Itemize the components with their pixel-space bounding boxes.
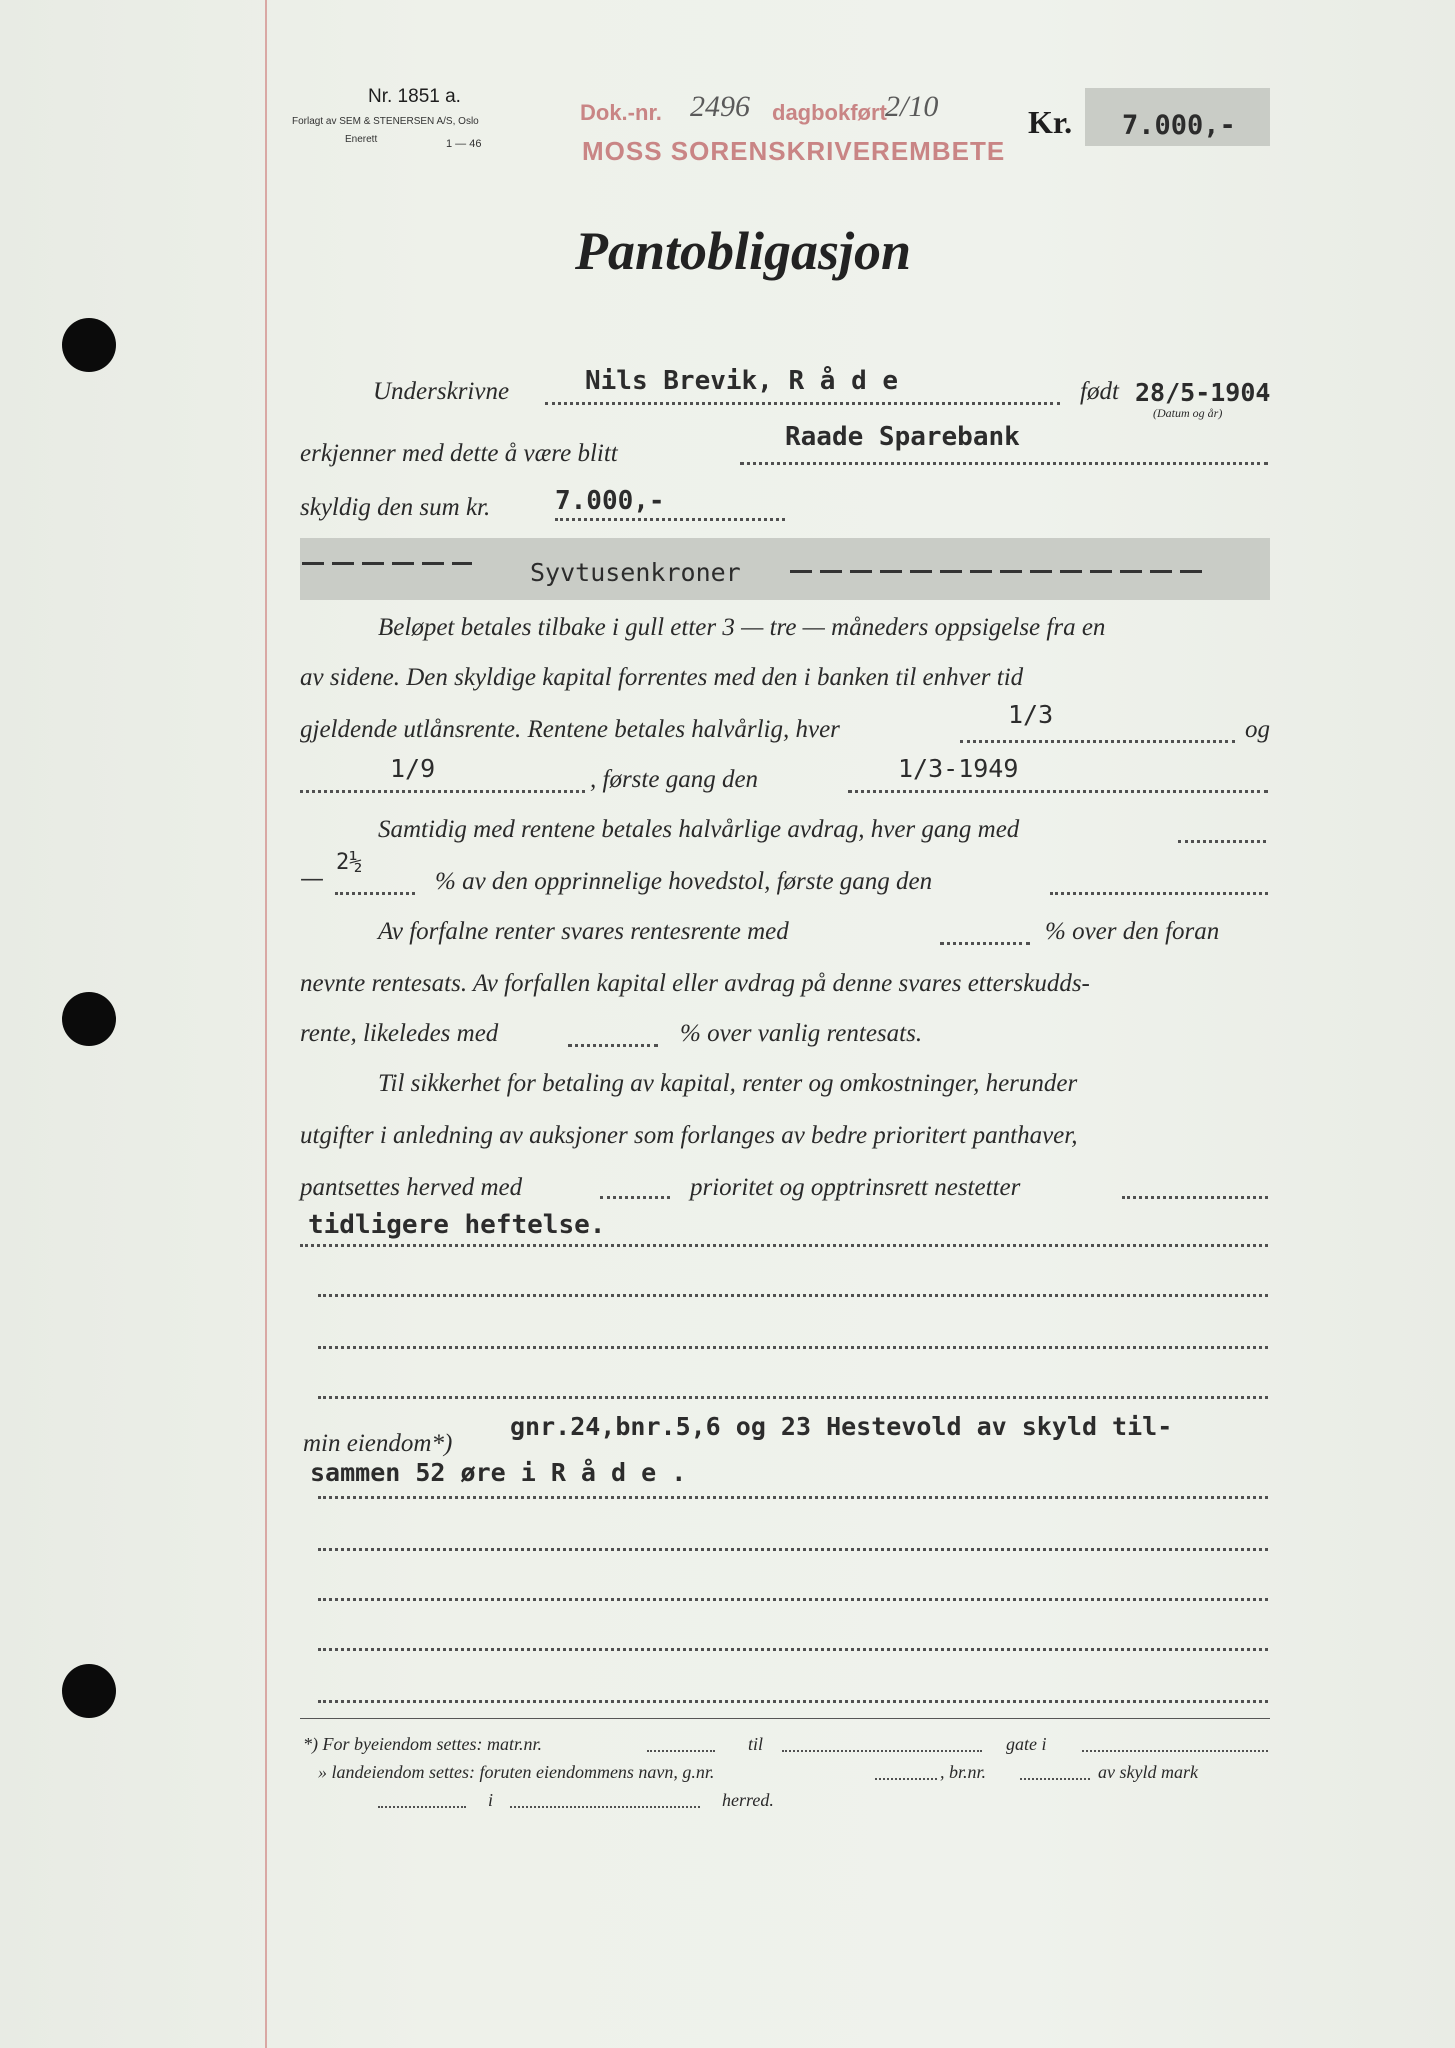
fill-dots: [545, 402, 1060, 405]
fill-dots: [335, 892, 415, 895]
punch-hole-middle: [62, 992, 116, 1046]
p3-line3b: % over vanlig rentesats.: [680, 1020, 923, 1047]
kr-amount: 7.000,-: [1122, 110, 1236, 141]
footnote-line1b: til: [748, 1734, 764, 1754]
fill-dots: [318, 1496, 1268, 1499]
p3-line1b: % over den foran: [1045, 918, 1220, 945]
eiendom-label: min eiendom*): [303, 1430, 453, 1457]
margin-line: [265, 0, 267, 2048]
publisher-line: Forlagt av SEM & STENERSEN A/S, Oslo: [292, 116, 479, 127]
p3-line3a: rente, likeledes med: [300, 1020, 499, 1047]
form-number: Nr. 1851 a.: [368, 86, 461, 107]
first-interest-date: 1/3-1949: [898, 754, 1019, 783]
fill-dots: [318, 1700, 1268, 1703]
footnote-line2c: av skyld mark: [1098, 1762, 1198, 1782]
fill-dots: [647, 1750, 715, 1752]
footnote-line3b: herred.: [722, 1790, 774, 1810]
interest-date-2: 1/9: [390, 754, 436, 783]
fill-dots: [1050, 892, 1268, 895]
punch-hole-bottom: [62, 1664, 116, 1718]
erkjenner-value: Raade Sparebank: [785, 422, 1020, 452]
publisher-date: 1 — 46: [446, 138, 482, 150]
punch-hole-top: [62, 318, 116, 372]
p3-line2: nevnte rentesats. Av forfallen kapital eller avdrag på denne svares etterskudds-: [300, 970, 1090, 997]
office-stamp: MOSS SORENSKRIVEREMBETE: [582, 136, 1006, 166]
fill-dots: [568, 1044, 658, 1047]
document-title: Pantobligasjon: [575, 221, 912, 281]
amount-words: Syvtusenkroner: [530, 558, 741, 587]
fill-dots: [1020, 1778, 1090, 1780]
fill-dots: [378, 1806, 466, 1808]
footnote-line2b: , br.nr.: [940, 1762, 987, 1782]
interest-date-1: 1/3: [1008, 700, 1054, 729]
p1-og: og: [1245, 716, 1270, 743]
fill-dots: [318, 1548, 1268, 1551]
dagbokfort-date: 2/10: [885, 90, 939, 123]
p1-line1: Beløpet betales tilbake i gull etter 3 — tre — måneders oppsigelse fra en: [378, 614, 1106, 641]
p1-line3: gjeldende utlånsrente. Rentene betales halvårlig, hver: [300, 716, 840, 743]
fill-dots: [318, 1598, 1268, 1601]
fill-dots: [1178, 840, 1266, 843]
priority-value: tidligere heftelse.: [308, 1210, 606, 1240]
p2-line2: % av den opprinnelige hovedstol, første gang den: [435, 868, 933, 895]
amount-dash-left: [302, 562, 472, 565]
p2-line1: Samtidig med rentene betales halvårlige avdrag, hver gang med: [378, 816, 1020, 843]
p4-line1: Til sikkerhet for betaling av kapital, renter og omkostninger, herunder: [378, 1070, 1078, 1097]
installment-percent: 2½: [336, 850, 363, 875]
p4-line3b: prioritet og opptrinsrett nestetter: [690, 1174, 1021, 1201]
kr-label: Kr.: [1028, 104, 1073, 140]
p4-line3a: pantsettes herved med: [300, 1174, 523, 1201]
fodt-value: 28/5-1904: [1135, 378, 1271, 407]
p3-line1a: Av forfalne renter svares rentesrente med: [378, 918, 789, 945]
footnote-line2a: » landeiendom settes: foruten eiendommens navn, g.nr.: [318, 1762, 715, 1782]
fill-dots: [318, 1346, 1268, 1349]
fill-dots: [1122, 1196, 1268, 1199]
fill-dots: [875, 1778, 937, 1780]
fill-dots: [600, 1196, 670, 1199]
dok-number: 2496: [690, 90, 750, 123]
fill-dots: [1082, 1750, 1268, 1752]
footnote-line3a: i: [488, 1790, 494, 1810]
erkjenner-label: erkjenner med dette å være blitt: [300, 440, 618, 467]
skyldig-label: skyldig den sum kr.: [300, 494, 491, 521]
fill-dots: [318, 1648, 1268, 1651]
eiendom-value-1: gnr.24,bnr.5,6 og 23 Hestevold av skyld til-: [510, 1412, 1173, 1441]
fill-dots: [740, 462, 1268, 465]
skyldig-value: 7.000,-: [555, 486, 665, 516]
footnote-line1c: gate i: [1006, 1734, 1047, 1754]
fill-dots: [940, 942, 1030, 945]
fill-dots: [782, 1750, 982, 1752]
amount-dash-right: [790, 570, 1210, 573]
undersk-value: Nils Brevik, R å d e: [585, 366, 899, 396]
footnote-line1a: *) For byeiendom settes: matr.nr.: [303, 1734, 542, 1754]
fill-dots: [300, 790, 585, 793]
dok-label: Dok.-nr.: [580, 100, 662, 125]
amount-words-band: [300, 538, 1270, 600]
dagbokfort-label: dagbokført: [772, 100, 887, 125]
footnote-rule: [300, 1718, 1270, 1719]
p1-line4: , første gang den: [590, 766, 759, 793]
fill-dots: [848, 790, 1268, 793]
undersk-label: Underskrivne: [373, 378, 510, 405]
fill-dots: [960, 740, 1235, 743]
fill-dots: [318, 1396, 1268, 1399]
fill-dots: [318, 1294, 1268, 1297]
fill-dots: [510, 1806, 700, 1808]
fodt-label: født: [1080, 378, 1119, 405]
fill-dots: [300, 1244, 1268, 1247]
fill-dots: [555, 518, 785, 521]
p1-line2: av sidene. Den skyldige kapital forrentes med den i banken til enhver tid: [300, 664, 1024, 691]
p2-dash: —: [300, 864, 324, 892]
p4-line2: utgifter i anledning av auksjoner som forlanges av bedre prioritert panthaver,: [300, 1122, 1078, 1149]
eiendom-value-2: sammen 52 øre i R å d e .: [310, 1458, 687, 1487]
fodt-hint: (Datum og år): [1153, 406, 1223, 420]
publisher-rights: Enerett: [345, 134, 378, 145]
